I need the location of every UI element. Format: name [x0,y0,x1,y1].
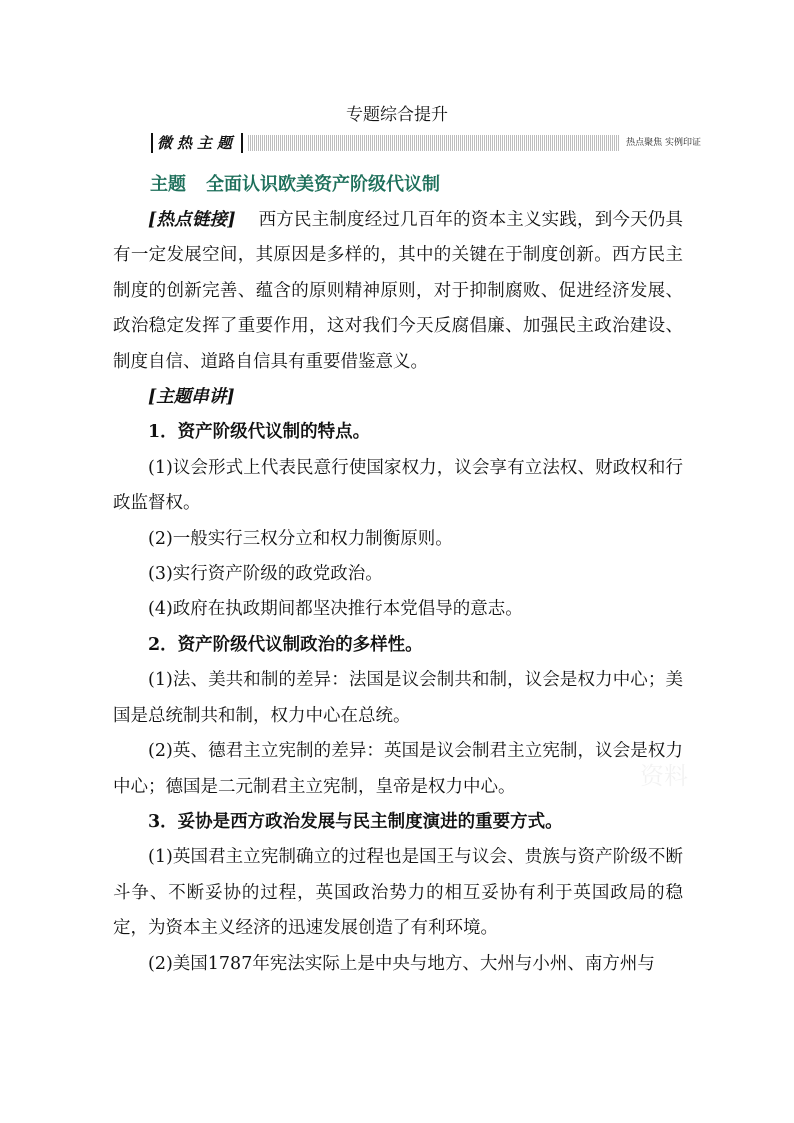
section-banner [151,133,705,153]
section-heading: 3．妥协是西方政治发展与民主制度演进的重要方式。 [148,811,563,832]
list-item: (1)议会形式上代表民意行使国家权力，议会享有立法权、财政权和行政监督权。 [113,457,683,514]
list-item: (1)英国君主立宪制确立的过程也是国王与议会、贵族与资产阶级不断斗争、不断妥协的过程，英国政治势力的相互妥协有利于英国政局的稳定，为资本主义经济的迅速发展创造了有利环境。 [113,847,683,939]
list-item: (2)美国1787年宪法实际上是中央与地方、大州与小州、南方州与 [148,953,655,974]
page-title: 专题综合提升 [346,105,448,125]
topic-heading [150,170,440,196]
list-item: (2)一般实行三权分立和权力制衡原则。 [148,528,453,549]
topic-title: 全面认识欧美资产阶级代议制 [206,174,440,195]
topic-lecture-tag: [主题串讲] [148,387,235,408]
topic-prefix: 主题 [150,174,186,195]
list-item: (1)法、美共和制的差异：法国是议会制共和制，议会是权力中心；美国是总统制共和制，权力中心在总统。 [113,670,683,726]
document-body [113,203,683,982]
hot-link-text: 西方民主制度经过几百年的资本主义实践，到今天仍具有一定发展空间，其原因是多样的，其中的关键在于制度创新。西方民主制度的创新完善、蕴含的原则精神原则，对于抑制腐败、促进经济发展、政治稳定发挥了重要作用，这对我们今天反腐倡廉、加强民主政治建设、制度自信、道路自信具有重要借鉴意义。 [113,210,683,372]
list-item: (3)实行资产阶级的政党政治。 [148,564,383,585]
banner-tag: 热点聚焦 实例印证 [620,135,705,151]
hot-link-tag: [热点链接] [148,210,236,230]
hot-link-paragraph [113,203,683,380]
watermark: 资料 [640,762,688,790]
section-heading: 1．资产阶级代议制的特点。 [148,422,371,443]
list-item: (4)政府在执政期间都坚决推行本党倡导的意志。 [148,599,523,620]
banner-label: 微热主题 [151,133,243,153]
section-heading: 2．资产阶级代议制政治的多样性。 [148,634,423,655]
list-item: (2)英、德君主立宪制的差异：英国是议会制君主立宪制，议会是权力中心；德国是二元制君主立宪制，皇帝是权力中心。 [113,741,683,797]
